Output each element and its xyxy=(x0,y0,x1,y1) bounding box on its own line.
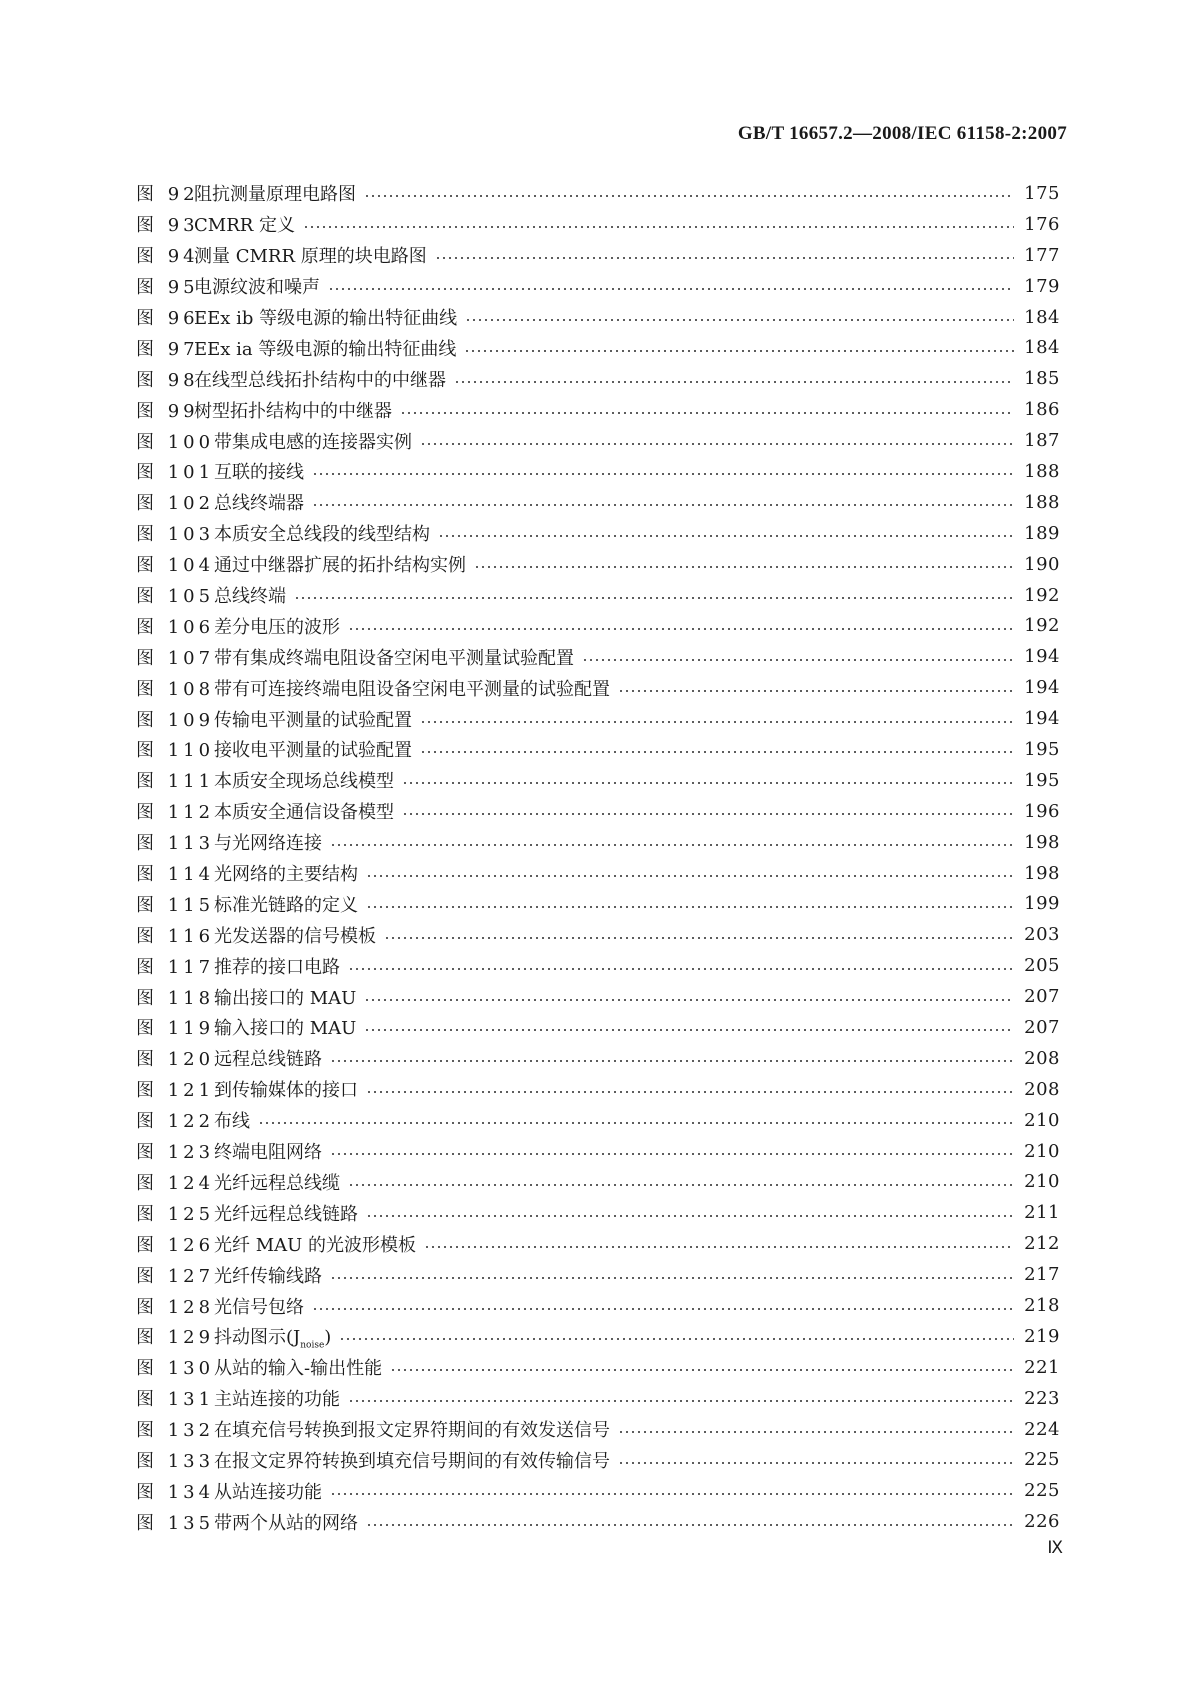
toc-entry[interactable] xyxy=(136,178,1060,209)
figure-label: 图 109 xyxy=(136,709,215,731)
dot-leader xyxy=(312,1308,1014,1310)
dot-leader xyxy=(618,1462,1014,1464)
dot-leader xyxy=(348,628,1014,630)
page-ref: 225 xyxy=(1024,1449,1060,1471)
dot-leader xyxy=(348,1400,1014,1402)
figure-label: 图 120 xyxy=(136,1049,215,1071)
page-ref: 225 xyxy=(1024,1480,1060,1502)
page-ref: 194 xyxy=(1024,646,1060,668)
page-ref: 203 xyxy=(1024,924,1060,946)
page-ref: 195 xyxy=(1024,738,1060,760)
page-ref: 218 xyxy=(1024,1295,1060,1316)
dot-leader xyxy=(390,1369,1014,1371)
figure-title: 在填充信号转换到报文定界符期间的有效发送信号 xyxy=(214,1420,610,1442)
dot-leader xyxy=(364,1029,1014,1031)
toc-entry[interactable] xyxy=(136,919,1060,950)
figure-title: 从站连接功能 xyxy=(214,1481,322,1503)
toc-entry[interactable] xyxy=(136,734,1060,765)
page-ref: 195 xyxy=(1024,769,1060,791)
page-ref: 224 xyxy=(1024,1418,1060,1440)
dot-leader xyxy=(303,226,1014,228)
figure-label: 图 94 xyxy=(136,246,199,268)
toc-entry[interactable] xyxy=(136,641,1060,672)
figure-label: 图 103 xyxy=(136,524,215,546)
page-ref: 221 xyxy=(1024,1356,1060,1378)
page-ref: 211 xyxy=(1024,1202,1060,1224)
page-ref: 210 xyxy=(1024,1171,1060,1193)
figure-title: 光网络的主要结构 xyxy=(214,864,358,886)
figure-label: 图 125 xyxy=(136,1203,215,1225)
standard-header: GB/T 16657.2—2008/IEC 61158-2:2007 xyxy=(737,123,1067,144)
toc-entry[interactable] xyxy=(136,1414,1060,1445)
figure-title: 测量 CMRR 原理的块电路图 xyxy=(194,246,427,268)
figure-title: 阻抗测量原理电路图 xyxy=(194,184,356,206)
dot-leader xyxy=(330,1060,1014,1062)
page-ref: 185 xyxy=(1024,368,1060,390)
dot-leader xyxy=(330,1153,1014,1155)
dot-leader xyxy=(366,1091,1014,1093)
toc-entry[interactable] xyxy=(136,271,1060,302)
figure-title: 输入接口的 MAU xyxy=(214,1018,357,1040)
toc-entry[interactable] xyxy=(136,1197,1060,1228)
figure-title: 接收电平测量的试验配置 xyxy=(214,740,412,762)
figure-title: 从站的输入-输出性能 xyxy=(214,1358,383,1380)
figure-label: 图 118 xyxy=(136,987,215,1009)
figure-label: 图 102 xyxy=(136,493,215,515)
toc-entry[interactable] xyxy=(136,1074,1060,1105)
figure-label: 图 93 xyxy=(136,215,199,237)
toc-entry[interactable] xyxy=(136,1043,1060,1074)
toc-entry[interactable] xyxy=(136,394,1060,425)
dot-leader xyxy=(420,721,1014,723)
dot-leader xyxy=(464,350,1014,352)
page-ref: 219 xyxy=(1024,1325,1060,1347)
figure-title: 光信号包络 xyxy=(214,1296,304,1318)
page-ref: 198 xyxy=(1024,831,1060,853)
page-number: Ⅸ xyxy=(1047,1538,1063,1557)
figure-label: 图 97 xyxy=(136,338,199,360)
toc-entry[interactable] xyxy=(136,981,1060,1012)
figure-label: 图 114 xyxy=(136,864,215,886)
figure-title: 与光网络连接 xyxy=(214,833,322,855)
toc-entry[interactable] xyxy=(136,827,1060,858)
figure-label: 图 95 xyxy=(136,277,199,299)
figure-title: 输出接口的 MAU xyxy=(214,987,357,1009)
dot-leader xyxy=(339,1338,1014,1340)
figure-title: 终端电阻网络 xyxy=(214,1142,322,1164)
figure-label: 图 127 xyxy=(136,1265,215,1287)
dot-leader xyxy=(618,1431,1014,1433)
figure-label: 图 128 xyxy=(136,1296,215,1318)
figure-title: 互联的接线 xyxy=(214,462,304,484)
figure-label: 图 111 xyxy=(136,771,215,793)
dot-leader xyxy=(474,566,1014,568)
toc-entry[interactable] xyxy=(136,888,1060,919)
dot-leader xyxy=(435,257,1014,259)
figure-title: EEx ia 等级电源的输出特征曲线 xyxy=(194,338,457,360)
page-ref: 186 xyxy=(1024,399,1060,421)
dot-leader xyxy=(348,968,1014,970)
dot-leader xyxy=(364,999,1014,1001)
page-ref: 207 xyxy=(1024,986,1060,1008)
toc-entry[interactable] xyxy=(136,950,1060,981)
figure-title: 通过中继器扩展的拓扑结构实例 xyxy=(214,555,466,577)
dot-leader xyxy=(330,844,1014,846)
toc-entry[interactable] xyxy=(136,1228,1060,1259)
dot-leader xyxy=(582,659,1014,661)
page-ref: 208 xyxy=(1024,1078,1060,1100)
toc-entry[interactable] xyxy=(136,1445,1060,1476)
page-ref: 210 xyxy=(1024,1109,1060,1131)
toc-entry[interactable] xyxy=(136,1290,1060,1321)
figure-label: 图 131 xyxy=(136,1389,215,1411)
toc-entry[interactable] xyxy=(136,1259,1060,1290)
figure-label: 图 92 xyxy=(136,184,199,206)
figure-title: 远程总线链路 xyxy=(214,1049,322,1071)
figure-label: 图 134 xyxy=(136,1481,215,1503)
dot-leader xyxy=(438,535,1014,537)
figure-title: 带集成电感的连接器实例 xyxy=(214,431,412,453)
page-ref: 189 xyxy=(1024,522,1060,544)
dot-leader xyxy=(366,875,1014,877)
figure-label: 图 124 xyxy=(136,1172,215,1194)
page-ref: 210 xyxy=(1024,1140,1060,1162)
dot-leader xyxy=(364,195,1014,197)
figure-title: CMRR 定义 xyxy=(194,215,296,237)
figure-label: 图 98 xyxy=(136,369,199,391)
toc-entry[interactable] xyxy=(136,425,1060,456)
dot-leader xyxy=(258,1122,1014,1124)
figure-label: 图 130 xyxy=(136,1358,215,1380)
figure-title: 总线终端 xyxy=(214,586,286,608)
dot-leader xyxy=(618,690,1014,692)
figure-title: 电源纹波和噪声 xyxy=(194,277,320,299)
page-ref: 175 xyxy=(1024,182,1060,204)
page-ref: 192 xyxy=(1024,615,1060,637)
dot-leader xyxy=(312,473,1014,475)
figure-title: 推荐的接口电路 xyxy=(214,956,340,978)
toc-entry[interactable] xyxy=(136,1475,1060,1506)
figure-title: 本质安全通信设备模型 xyxy=(214,802,394,824)
dot-leader xyxy=(312,504,1014,506)
figure-label: 图 96 xyxy=(136,308,199,329)
figure-title: 光纤传输线路 xyxy=(214,1265,322,1287)
toc-entry[interactable] xyxy=(136,487,1060,518)
toc-entry[interactable] xyxy=(136,240,1060,271)
page-ref: 205 xyxy=(1024,955,1060,977)
figure-title: 树型拓扑结构中的中继器 xyxy=(194,400,392,422)
page-ref: 177 xyxy=(1024,244,1060,266)
toc-entry[interactable] xyxy=(136,796,1060,827)
figure-title: 在报文定界符转换到填充信号期间的有效传输信号 xyxy=(214,1450,610,1472)
dot-leader xyxy=(330,1277,1014,1279)
dot-leader xyxy=(402,813,1014,815)
figure-label: 图 99 xyxy=(136,400,199,422)
figure-label: 图 121 xyxy=(136,1080,215,1102)
figure-title: 布线 xyxy=(214,1111,250,1133)
page-ref: 187 xyxy=(1024,430,1060,452)
page-ref: 176 xyxy=(1024,213,1060,235)
figure-label: 图 117 xyxy=(136,956,215,978)
figure-label: 图 104 xyxy=(136,555,215,577)
page-ref: 184 xyxy=(1024,306,1060,328)
figure-title: 标准光链路的定义 xyxy=(214,894,358,916)
figure-title: 传输电平测量的试验配置 xyxy=(214,709,412,731)
page-ref: 192 xyxy=(1024,584,1060,606)
figure-title: 差分电压的波形 xyxy=(214,616,340,638)
dot-leader xyxy=(420,751,1014,753)
figure-title: 光发送器的信号模板 xyxy=(214,925,376,947)
toc-entry[interactable] xyxy=(136,456,1060,487)
toc-entry[interactable] xyxy=(136,610,1060,641)
figure-title: EEx ib 等级电源的输出特征曲线 xyxy=(194,308,458,329)
page-ref: 196 xyxy=(1024,800,1060,822)
page-ref: 179 xyxy=(1024,275,1060,297)
figure-list xyxy=(136,178,1060,1537)
page-ref: 226 xyxy=(1024,1511,1060,1533)
page-ref: 194 xyxy=(1024,677,1060,699)
toc-entry[interactable] xyxy=(136,1167,1060,1198)
page-ref: 194 xyxy=(1024,708,1060,730)
toc-entry[interactable] xyxy=(136,1136,1060,1167)
figure-label: 图 119 xyxy=(136,1018,215,1040)
figure-label: 图 129 xyxy=(136,1327,215,1349)
figure-label: 图 100 xyxy=(136,431,215,453)
toc-entry[interactable] xyxy=(136,1506,1060,1537)
page-ref: 212 xyxy=(1024,1233,1060,1255)
figure-title: 到传输媒体的接口 xyxy=(214,1080,358,1102)
figure-title: 带有可连接终端电阻设备空闲电平测量的试验配置 xyxy=(214,678,610,700)
toc-entry[interactable] xyxy=(136,858,1060,889)
toc-entry[interactable] xyxy=(136,302,1060,333)
figure-label: 图 107 xyxy=(136,647,215,669)
figure-label: 图 115 xyxy=(136,894,215,916)
figure-title: 本质安全现场总线模型 xyxy=(214,771,394,793)
figure-label: 图 105 xyxy=(136,586,215,608)
dot-leader xyxy=(366,1524,1014,1526)
toc-entry[interactable] xyxy=(136,765,1060,796)
toc-entry[interactable] xyxy=(136,209,1060,240)
toc-entry[interactable] xyxy=(136,580,1060,611)
dot-leader xyxy=(366,1215,1014,1217)
figure-title: 带两个从站的网络 xyxy=(214,1512,358,1534)
figure-label: 图 116 xyxy=(136,925,215,947)
figure-label: 图 123 xyxy=(136,1142,215,1164)
figure-label: 图 135 xyxy=(136,1512,215,1534)
dot-leader xyxy=(402,782,1014,784)
toc-entry[interactable] xyxy=(136,1012,1060,1043)
dot-leader xyxy=(348,1184,1014,1186)
figure-title: 主站连接的功能 xyxy=(214,1389,340,1411)
dot-leader xyxy=(420,443,1014,445)
dot-leader xyxy=(330,1493,1014,1495)
page-ref: 184 xyxy=(1024,337,1060,359)
page-ref: 223 xyxy=(1024,1387,1060,1409)
toc-entry[interactable] xyxy=(136,672,1060,703)
dot-leader xyxy=(294,597,1014,599)
page-ref: 198 xyxy=(1024,862,1060,884)
figure-label: 图 126 xyxy=(136,1234,215,1256)
figure-label: 图 132 xyxy=(136,1420,215,1442)
toc-entry[interactable] xyxy=(136,1105,1060,1136)
figure-label: 图 110 xyxy=(136,740,215,762)
toc-entry[interactable] xyxy=(136,1321,1060,1352)
dot-leader xyxy=(328,288,1014,290)
figure-title: 光纤远程总线链路 xyxy=(214,1203,358,1225)
figure-title-subscript: noise xyxy=(300,1340,325,1351)
figure-label: 图 108 xyxy=(136,678,215,700)
figure-label: 图 122 xyxy=(136,1111,215,1133)
page-ref: 217 xyxy=(1024,1264,1060,1286)
figure-label: 图 106 xyxy=(136,616,215,638)
page-ref: 199 xyxy=(1024,893,1060,915)
figure-title: 总线终端器 xyxy=(214,493,304,515)
dot-leader xyxy=(366,906,1014,908)
dot-leader xyxy=(465,319,1014,321)
figure-title: 本质安全总线段的线型结构 xyxy=(214,524,430,546)
figure-title: 抖动图示$(J_{noise})$ xyxy=(214,1326,332,1351)
figure-label: 图 112 xyxy=(136,802,215,824)
dot-leader xyxy=(384,937,1014,939)
figure-label: 图 113 xyxy=(136,833,215,855)
figure-title: 光纤远程总线缆 xyxy=(214,1172,340,1194)
toc-entry[interactable] xyxy=(136,1383,1060,1414)
toc-entry[interactable] xyxy=(136,1352,1060,1383)
figure-title: 带有集成终端电阻设备空闲电平测量试验配置 xyxy=(214,647,574,669)
dot-leader xyxy=(424,1246,1014,1248)
figure-label: 图 101 xyxy=(136,462,215,484)
page-ref: 190 xyxy=(1024,553,1060,575)
page-ref: 207 xyxy=(1024,1016,1060,1038)
page-ref: 188 xyxy=(1024,491,1060,513)
toc-entry[interactable] xyxy=(136,332,1060,363)
toc-entry[interactable] xyxy=(136,703,1060,734)
toc-entry[interactable] xyxy=(136,518,1060,549)
page-ref: 208 xyxy=(1024,1047,1060,1069)
figure-label: 图 133 xyxy=(136,1450,215,1472)
toc-entry[interactable] xyxy=(136,549,1060,580)
dot-leader xyxy=(454,381,1014,383)
toc-entry[interactable] xyxy=(136,363,1060,394)
page-ref: 188 xyxy=(1024,460,1060,482)
dot-leader xyxy=(400,412,1014,414)
figure-title: 在线型总线拓扑结构中的中继器 xyxy=(194,369,446,391)
figure-title: 光纤 MAU 的光波形模板 xyxy=(214,1234,417,1256)
